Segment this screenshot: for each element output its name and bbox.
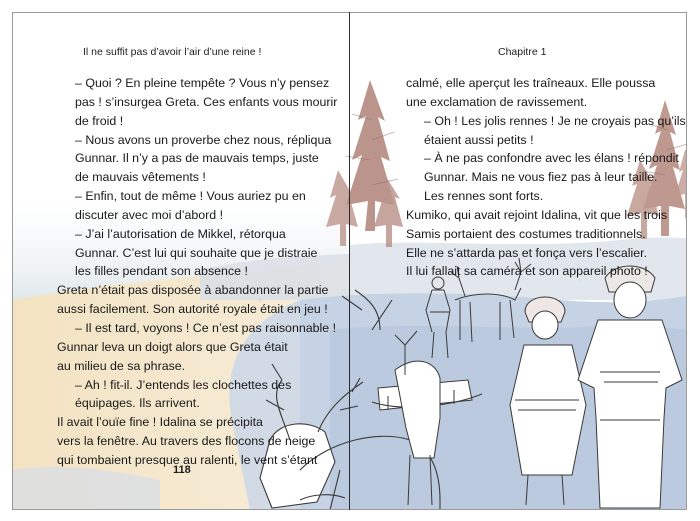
text-line: – Nous avons un proverbe chez nous, répliqua [75, 132, 332, 147]
text-line: Gunnar. C’est lui qui souhaite que je distraie [75, 245, 318, 260]
text-line: étaient aussi petits ! [424, 132, 534, 147]
left-page-text [57, 74, 347, 470]
running-head-right: Chapitre 1 [498, 46, 547, 58]
text-line: discuter avec moi d’abord ! [75, 207, 224, 222]
text-line: Kumiko, qui avait rejoint Idalina, vit que les trois [406, 207, 668, 222]
text-line: de froid ! [75, 113, 124, 128]
text-line: Greta n’était pas disposée à abandonner la partie [57, 283, 329, 298]
text-line: – Oh ! Les jolis rennes ! Je ne croyais pas qu’ils [424, 113, 686, 128]
text-line: de mauvais vêtements ! [75, 170, 206, 185]
text-line: aussi facilement. Son autorité royale était en jeu ! [57, 302, 328, 317]
text-line: au milieu de sa phrase. [57, 358, 186, 373]
text-line: Les rennes sont forts. [424, 189, 544, 204]
text-line: – Il est tard, voyons ! Ce n’est pas raisonnable ! [75, 320, 337, 335]
text-line: une exclamation de ravissement. [406, 94, 588, 109]
text-line: calmé, elle aperçut les traîneaux. Elle poussa [406, 76, 656, 90]
text-line: pas ! s’insurgea Greta. Ces enfants vous mourir [75, 94, 338, 109]
text-line: Gunnar leva un doigt alors que Greta était [57, 339, 288, 354]
right-page-text [406, 74, 686, 281]
running-head-left: Il ne suffit pas d’avoir l’air d’une reine ! [83, 46, 262, 58]
text-line: Elle ne s’attarda pas et fonça vers l’escalier. [406, 245, 648, 260]
text-line: vers la fenêtre. Au travers des flocons de neige [57, 434, 316, 449]
text-line: Gunnar. Mais ne vous fiez pas à leur taille. [424, 170, 658, 185]
text-line: – Quoi ? En pleine tempête ? Vous n’y pensez [75, 76, 330, 90]
gutter-line [349, 12, 350, 510]
text-line: – Enfin, tout de même ! Vous auriez pu en [75, 189, 306, 204]
text-line: les filles pendant son absence ! [75, 264, 248, 279]
text-line: qui tombaient presque au ralenti, le vent s’étant [57, 452, 318, 467]
text-line: – Ah ! fit-il. J’entends les clochettes des [75, 377, 292, 392]
text-line: Samis portaient des costumes traditionnels. [406, 226, 646, 241]
text-line: équipages. Ils arrivent. [75, 396, 200, 411]
page-number: 118 [173, 464, 191, 476]
text-line: – À ne pas confondre avec les élans ! répondit [424, 151, 679, 166]
text-line: Il lui fallait sa caméra et son appareil photo ! [406, 264, 648, 279]
text-line: – J’ai l’autorisation de Mikkel, rétorqua [75, 226, 286, 241]
text-line: Gunnar. Il n’y a pas de mauvais temps, juste [75, 151, 319, 166]
text-line: Il avait l’ouïe fine ! Idalina se précipita [57, 415, 263, 430]
